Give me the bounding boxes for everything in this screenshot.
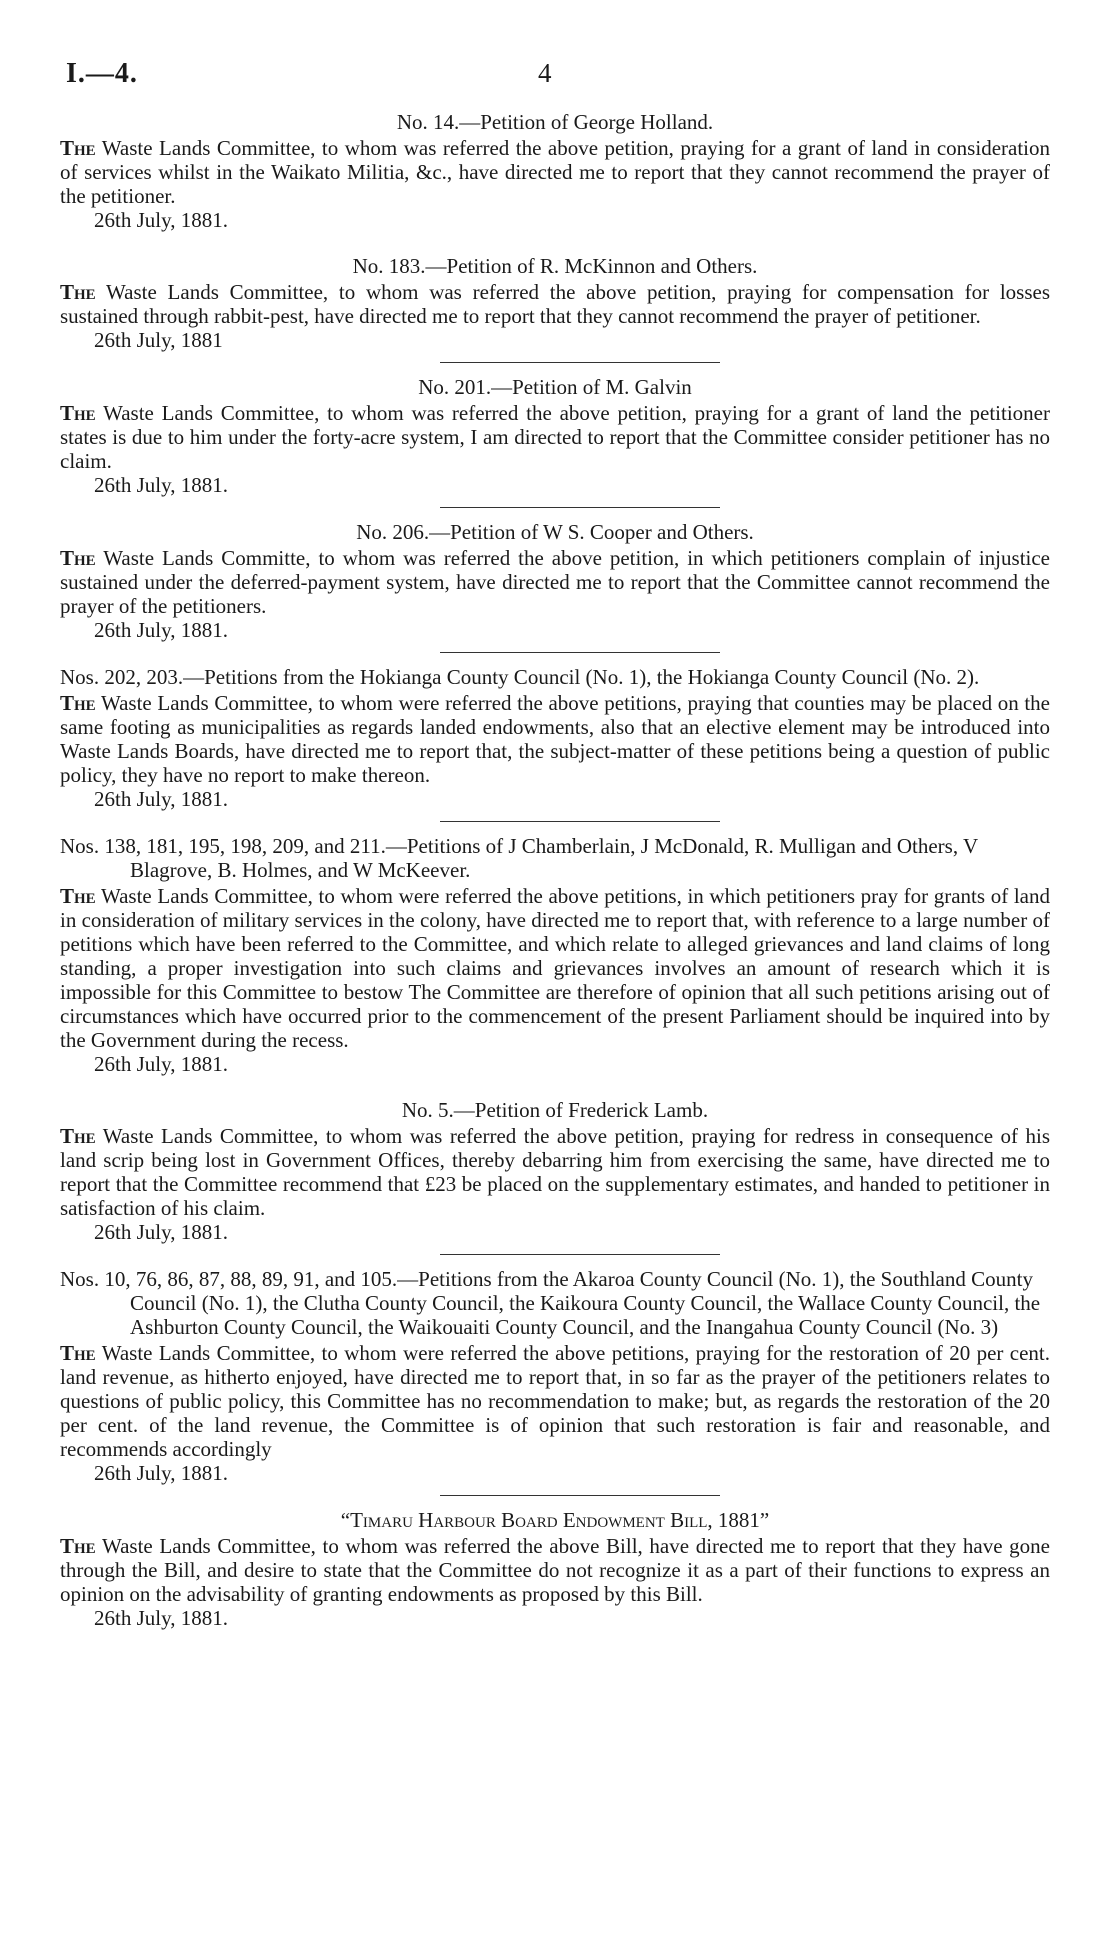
page-number: 4	[538, 58, 552, 88]
section-body	[60, 1341, 1050, 1461]
section-body	[60, 136, 1050, 208]
section-date: 26th July, 1881.	[94, 1606, 228, 1630]
petition-section-202-203	[60, 665, 1050, 811]
section-title: Nos. 202, 203.—Petitions from the Hokianga County Council (No. 1), the Hokianga County Council (No. 2).	[60, 665, 980, 689]
section-body	[60, 546, 1050, 618]
section-lead: The	[60, 691, 96, 715]
section-divider	[440, 1254, 720, 1255]
section-lead: The	[60, 280, 96, 304]
section-body-text: Waste Lands Committee, to whom was referred the above Bill, have directed me to report that they have gone through the Bill, and desire to state that the Committee do not recognize it as a part of their functions to express an opinion on the advisability of granting endowments as proposed by this Bill.	[60, 1534, 1050, 1606]
section-lead: The	[60, 884, 96, 908]
section-title: “Timaru Harbour Board Endowment Bill, 1881”	[340, 1508, 770, 1532]
document-reference: I.—4.	[66, 58, 138, 89]
section-body	[60, 280, 1050, 328]
section-lead: The	[60, 1341, 96, 1365]
section-lead: The	[60, 546, 96, 570]
section-date: 26th July, 1881	[94, 328, 223, 352]
section-lead: The	[60, 401, 96, 425]
section-divider	[440, 507, 720, 508]
section-title: No. 183.—Petition of R. McKinnon and Others.	[352, 254, 758, 278]
petition-section-138-211	[60, 834, 1050, 1076]
section-date: 26th July, 1881.	[94, 473, 228, 497]
section-body-text: Waste Lands Committee, to whom was referred the above petition, praying for redress in consequence of his land scrip being lost in Government Offices, thereby debarring him from exercising the same, have directed me to report that the Committee recommend that £23 be placed on the supplementary estimates, and handed to petitioner in satisfaction of his claim.	[60, 1124, 1050, 1220]
section-date: 26th July, 1881.	[94, 618, 228, 642]
section-body	[60, 401, 1050, 473]
petition-section-206	[60, 520, 1050, 642]
section-lead: The	[60, 1124, 96, 1148]
petition-section-201	[60, 375, 1050, 497]
section-date: 26th July, 1881.	[94, 1220, 228, 1244]
section-title: No. 206.—Petition of W S. Cooper and Others.	[356, 520, 754, 544]
section-body	[60, 884, 1050, 1052]
document-page	[60, 0, 1050, 1630]
section-body-text: Waste Lands Committee, to whom were referred the above petitions, praying that counties may be placed on the same footing as municipalities as regards landed endowments, also that an elective element may be introduced into Waste Lands Boards, have directed me to report that, the subject-matter of these petitions being a question of public policy, they have no report to make thereon.	[60, 691, 1050, 787]
section-title: No. 14.—Petition of George Holland.	[396, 110, 714, 134]
section-body-text: Waste Lands Committe, to whom was referred the above petition, in which petitioners complain of injustice sustained under the deferred-payment system, have directed me to report that the Committee cannot recommend the prayer of the petitioners.	[60, 546, 1050, 618]
section-date: 26th July, 1881.	[94, 1461, 228, 1485]
page-header	[60, 0, 1050, 110]
petition-section-183	[60, 254, 1050, 352]
section-divider	[440, 821, 720, 822]
section-divider	[440, 1495, 720, 1496]
petition-section-5	[60, 1098, 1050, 1244]
section-body	[60, 691, 1050, 787]
section-body-text: Waste Lands Committee, to whom was referred the above petition, praying for compensation for losses sustained through rabbit-pest, have directed me to report that they cannot recommend the prayer of petitioner.	[60, 280, 1050, 328]
petition-section-county-councils	[60, 1267, 1050, 1485]
section-gap	[60, 232, 1050, 254]
section-body	[60, 1124, 1050, 1220]
section-title: Nos. 138, 181, 195, 198, 209, and 211.—Petitions of J Chamberlain, J McDonald, R. Mulligan and Others, V Blagrove, B. Holmes, and W McKeever.	[60, 834, 978, 882]
section-title: Nos. 10, 76, 86, 87, 88, 89, 91, and 105.—Petitions from the Akaroa County Council (No. 1), the Southland County Council (No. 1), the Clutha County Council, the Kaikoura County Council, the Wallace County Council, the Ashburton County Council, the Waikouaiti County Council, and the Inangahua County Council (No. 3)	[60, 1267, 1041, 1339]
section-title: No. 5.—Petition of Frederick Lamb.	[401, 1098, 709, 1122]
section-divider	[440, 652, 720, 653]
bill-section-timaru	[60, 1508, 1050, 1630]
section-gap	[60, 1076, 1050, 1098]
section-date: 26th July, 1881.	[94, 787, 228, 811]
section-lead: The	[60, 1534, 96, 1558]
petition-section-14	[60, 110, 1050, 232]
section-body	[60, 1534, 1050, 1606]
section-date: 26th July, 1881.	[94, 208, 228, 232]
section-body-text: Waste Lands Committee, to whom were referred the above petitions, praying for the restoration of 20 per cent. land revenue, as hitherto enjoyed, have directed me to report that, in so far as the prayer of the petitioners relates to questions of public policy, this Committee has no recommendation to make; but, as regards the restoration of the 20 per cent. of the land revenue, the Committee is of opinion that such restoration is fair and reasonable, and recommends accordingly	[60, 1341, 1050, 1461]
section-body-text: Waste Lands Committee, to whom were referred the above petitions, in which petitioners pray for grants of land in consideration of military services in the colony, have directed me to report that, with reference to a large number of petitions which have been referred to the Committee, and which relate to alleged grievances and land claims of long standing, a proper investigation into such claims and grievances involves an amount of research which it is impossible for this Committee to bestow The Committee are therefore of opinion that all such petitions arising out of circumstances which have occurred prior to the commencement of the present Parliament should be inquired into by the Government during the recess.	[60, 884, 1050, 1052]
section-body-text: Waste Lands Committee, to whom was referred the above petition, praying for a grant of land in consideration of services whilst in the Waikato Militia, &c., have directed me to report that they cannot recommend the prayer of the petitioner.	[60, 136, 1050, 208]
section-body-text: Waste Lands Committee, to whom was referred the above petition, praying for a grant of land the petitioner states is due to him under the forty-acre system, I am directed to report that the Committee consider petitioner has no claim.	[60, 401, 1050, 473]
section-divider	[440, 362, 720, 363]
section-date: 26th July, 1881.	[94, 1052, 228, 1076]
section-title: No. 201.—Petition of M. Galvin	[418, 375, 692, 399]
section-lead: The	[60, 136, 96, 160]
